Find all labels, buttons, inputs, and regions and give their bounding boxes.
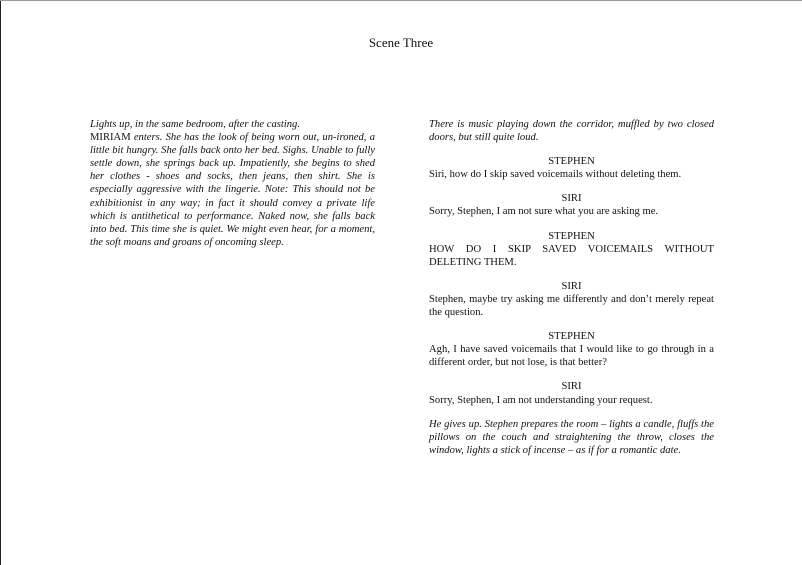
miriam-direction-text: enters. She has the look of being worn out, un-ironed, a little bit hungry. She falls back onto her bed. Sighs. Unable to fully settle down, she springs back up. Impatiently, she begins to shed her clothes - shoes and socks, then jeans, then shirt. She is especially aggressive with the lingerie. Note: This should not be exhibitionist in any way; in fact it should convey a private life which is antithetical to performance. Naked now, she falls back into bed. This time she is quiet. We might even hear, for a moment, the soft moans and groans of oncoming sleep. <box>90 132 375 248</box>
dialogue-block <box>429 192 714 218</box>
speaker-name: SIRI <box>561 193 582 205</box>
speaker-name: SIRI <box>561 381 582 393</box>
dialogue-line: Siri, how do I skip saved voicemails without deleting them. <box>429 169 682 181</box>
dialogue-block <box>429 155 714 181</box>
dialogue-line: Stephen, maybe try asking me differently and don’t merely repeat the question. <box>429 293 714 319</box>
scene-title: Scene Three <box>368 35 434 50</box>
dialogue-block <box>429 330 714 369</box>
dialogue-line: Sorry, Stephen, I am not understanding your request. <box>429 394 653 406</box>
intro-stage-direction: There is music playing down the corridor, muffled by two closed doors, but still quite loud. <box>429 119 714 144</box>
left-column <box>90 118 375 249</box>
dialogue-line: HOW DO I SKIP SAVED VOICEMAILS WITHOUT DELETING THEM. <box>429 243 714 268</box>
character-name-miriam: MIRIAM <box>90 132 131 144</box>
speaker-name: STEPHEN <box>548 230 595 242</box>
speaker-name: STEPHEN <box>548 331 595 343</box>
dialogue-block <box>429 230 714 269</box>
right-column <box>429 118 714 457</box>
dialogue-block <box>429 280 714 319</box>
dialogue-block <box>429 380 714 406</box>
opening-stage-direction: Lights up, in the same bedroom, after the casting. <box>90 119 300 130</box>
speaker-name: STEPHEN <box>548 156 595 168</box>
page-top-edge <box>0 0 802 1</box>
dialogue-line: Agh, I have saved voicemails that I would like to go through in a different order, but not lose, is that better? <box>429 344 714 369</box>
dialogue-line: Sorry, Stephen, I am not sure what you are asking me. <box>429 206 659 218</box>
speaker-name: SIRI <box>561 280 582 292</box>
miriam-stage-direction <box>90 131 375 249</box>
page-left-edge <box>0 0 1 565</box>
closing-stage-direction: He gives up. Stephen prepares the room – lights a candle, fluffs the pillows on the couch and straightening the throw, closes the window, lights a stick of incense – as if for a romantic date. <box>429 418 714 456</box>
